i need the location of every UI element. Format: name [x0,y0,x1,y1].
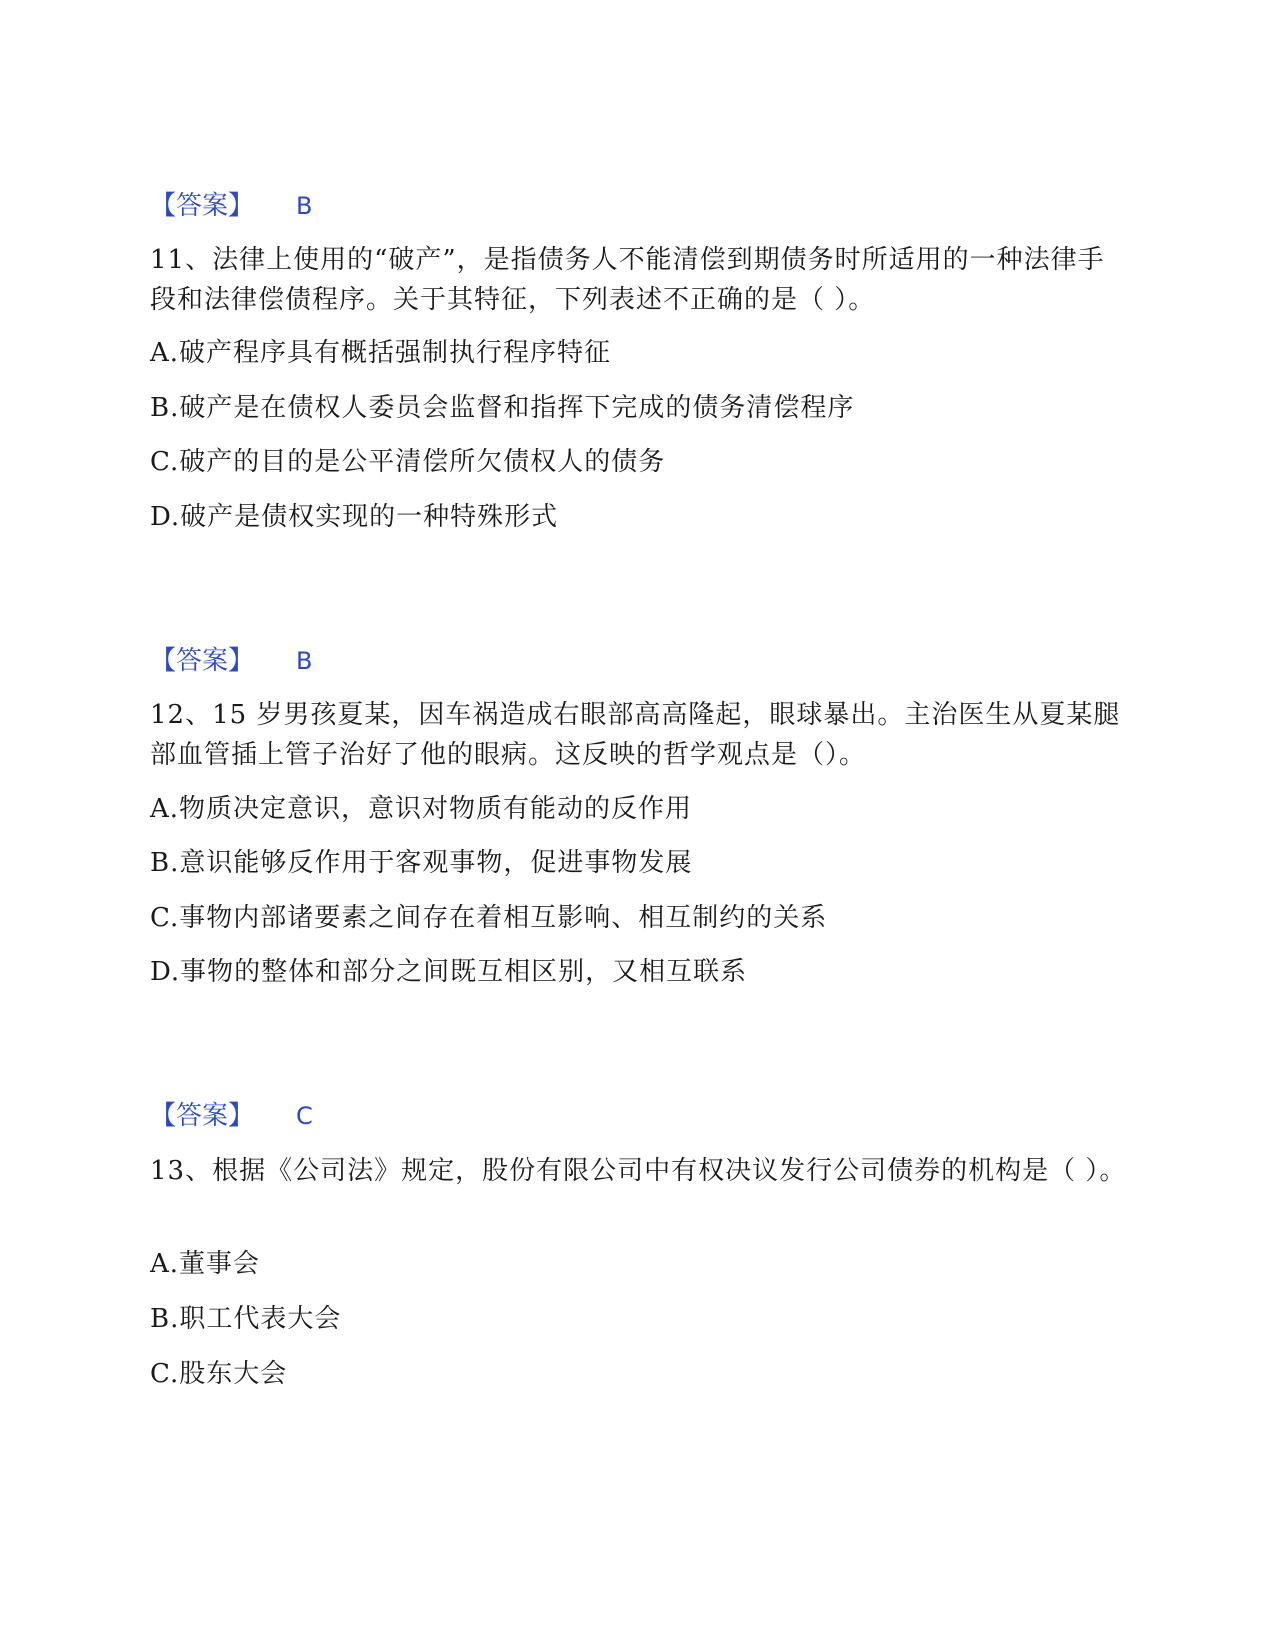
answer-line [150,189,312,223]
answer-label: 【答案】 [150,646,255,676]
option-d: D.破产是债权实现的一种特殊形式 [150,502,559,532]
option-b: B.职工代表大会 [150,1304,342,1334]
answer-value: B [296,192,313,220]
option-d: D.事物的整体和部分之间既互相区别，又相互联系 [150,957,748,987]
answer-label: 【答案】 [150,191,255,221]
option-a: A.破产程序具有概括强制执行程序特征 [150,338,612,368]
answer-value: C [296,1102,313,1130]
option-b: B.意识能够反作用于客观事物，促进事物发展 [150,848,693,878]
option-a: A.物质决定意识，意识对物质有能动的反作用 [150,794,693,824]
option-c: C.股东大会 [150,1359,288,1389]
option-c: C.事物内部诸要素之间存在着相互影响、相互制约的关系 [150,903,828,933]
answer-value: B [296,647,313,675]
option-b: B.破产是在债权人委员会监督和指挥下完成的债务清偿程序 [150,393,855,423]
answer-label: 【答案】 [150,1101,255,1131]
answer-line [150,1099,313,1133]
option-a: A.董事会 [150,1249,261,1279]
question-text: 11、法律上使用的“破产”，是指债务人不能清偿到期债务时所适用的一种法律手段和法律偿债程序。关于其特征，下列表述不正确的是（ ）。 [150,245,1105,315]
answer-line [150,644,312,678]
question-text: 12、15 岁男孩夏某，因车祸造成右眼部高高隆起，眼球暴出。主治医生从夏某腿部血管插上管子治好了他的眼病。这反映的哲学观点是（）。 [150,700,1121,770]
option-c: C.破产的目的是公平清偿所欠债权人的债务 [150,447,666,477]
question-text: 13、根据《公司法》规定，股份有限公司中有权决议发行公司债券的机构是（ ）。 [150,1156,1127,1186]
